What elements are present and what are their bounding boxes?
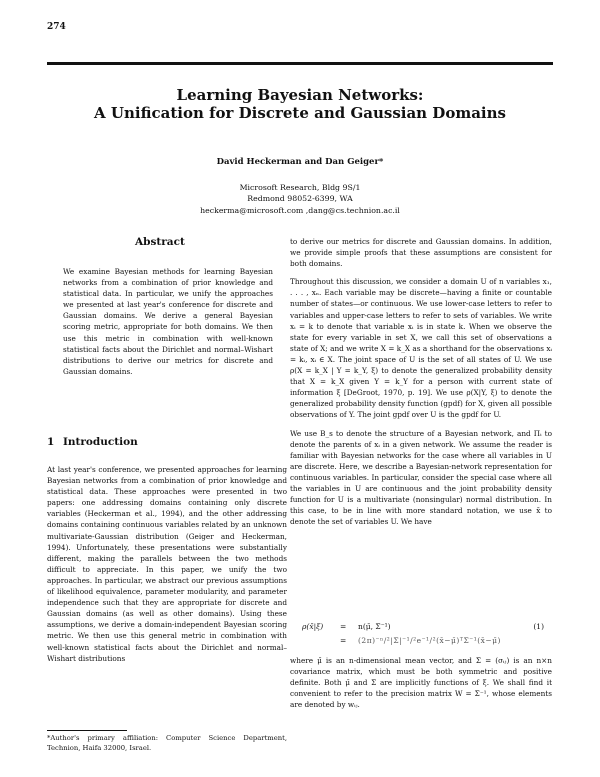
footnote-rule (47, 730, 127, 731)
paragraph-notation: Throughout this discussion, we consider a domain U of n variables x₁, . . . , xₙ. Each variable may be discrete—having a finite or countable number of states—or continuous. We use lower-case letters to refer to variables and upper-case letters to refer to sets of variables. We write xᵢ = k to denote that variable xᵢ is in state k. When we observe the state for every variable in set X, we call this set of observations a state of X; and we write X = k_X as a shorthand for the observations xᵢ = kᵢ, xᵢ ∈ X. The joint space of U is the set of all states of U. We use ρ(X = k_X | Y = k_Y, ξ) to denote the generalized probability density that X = k_X given Y = k_Y for a person with current state of information ξ [DeGroot, 1970, p. 19]. We use ρ(X|Y, ξ) to denote the generalized probability density function (gpdf) for X, given all possible observations of Y. The joint gpdf over U is the gpdf for U. (290, 277, 552, 420)
equation-row-1 (302, 622, 552, 636)
page-number: 274 (47, 22, 66, 32)
paragraph-continuation: to derive our metrics for discrete and Gaussian domains. In addition, we provide simple proofs that these assumptions are consistent for both domains. (290, 237, 552, 269)
abstract-text: We examine Bayesian methods for learning Bayesian networks from a combination of prior knowledge and statistical data. In particular, we unify the approaches we presented at last year's conference for discrete and Gaussian domains. We derive a general Bayesian scoring metric, appropriate for both domains. We then use this metric in combination with well-known statistical facts about the Dirichlet and normal–Wishart distributions to derive our metrics for discrete and Gaussian domains. (63, 267, 273, 376)
paper-title-line1: Learning Bayesian Networks: (176, 86, 424, 104)
paper-title-line2: A Unification for Discrete and Gaussian Domains (94, 104, 506, 122)
introduction-text: At last year's conference, we presented approaches for learning Bayesian networks from a combination of prior knowledge and statistical data. These approaches were presented in two papers: one addressing domains containing only discrete variables (Heckerman et al., 1994), and the other addressing domains containing continuous variables related by an unknown multivariate-Gaussian distribution (Geiger and Heckerman, 1994). Unfortunately, these presentations were substantially different, making the parallels between the two methods difficult to appreciate. In this paper, we unify the two approaches. In particular, we abstract our previous assumptions of likelihood equivalence, parameter modularity, and parameter independence such that they are appropriate for discrete and Gaussian domains (as well as other domains). Using these assumptions, we derive a domain-independent Bayesian scoring metric. We then use this general metric in combination with well-known statistical facts about the Dirichlet and normal–Wishart distributions (47, 465, 287, 663)
equation-number: (1) (533, 622, 544, 631)
affiliation-line1: Microsoft Research, Bldg 9S/1 (239, 183, 361, 192)
paragraph-network-structure: We use B_s to denote the structure of a Bayesian network, and Πᵢ to denote the parents of xᵢ in a given network. We assume the reader is familiar with Bayesian networks for the case where all variables in U are discrete. Here, we describe a Bayesian-network representation for continuous variables. In particular, consider the special case where all the variables in U are continuous and the joint probability density function for U is a multivariate (nonsingular) normal distribution. In this case, to be in line with more standard notation, we use x̄ to denote the set of variables U. We have (290, 428, 552, 527)
affiliation-emails: heckerma@microsoft.com ,dang@cs.technion.ac.il (200, 206, 400, 215)
equation-density: (2π)⁻ⁿ/²|Σ|⁻¹/²e⁻¹/²(x̄−μ̄)ᵀΣ⁻¹(x̄−μ̄) (358, 636, 501, 645)
authors: David Heckerman and Dan Geiger* (216, 157, 384, 167)
header-rule (47, 62, 553, 65)
equation-equals-2: = (340, 636, 347, 645)
equation-normal: n(μ̄, Σ⁻¹) (358, 622, 391, 631)
equation-equals: = (340, 622, 347, 631)
section-title: Introduction (63, 436, 138, 448)
section-number: 1 (47, 436, 55, 448)
equation-1 (302, 622, 552, 652)
equation-row-2 (302, 636, 552, 650)
equation-lhs: ρ(x̄|ξ) (302, 622, 324, 631)
paragraph-mean-covariance: where μ̄ is an n-dimensional mean vector, and Σ = (σᵢⱼ) is an n×n covariance matrix, which must be both symmetric and positive definite. Both μ̄ and Σ are implicitly functions of ξ. We shall find it convenient to refer to the precision matrix W = Σ⁻¹, whose elements are denoted by wᵢⱼ. (290, 656, 552, 710)
section-heading-introduction (47, 436, 138, 448)
right-column (290, 236, 552, 527)
affiliation-line2: Redmond 98052-6399, WA (247, 194, 353, 203)
abstract-heading: Abstract (135, 236, 185, 248)
footnote: *Author's primary affiliation: Computer Science Department, Technion, Haifa 32000, Israel. (47, 734, 287, 752)
